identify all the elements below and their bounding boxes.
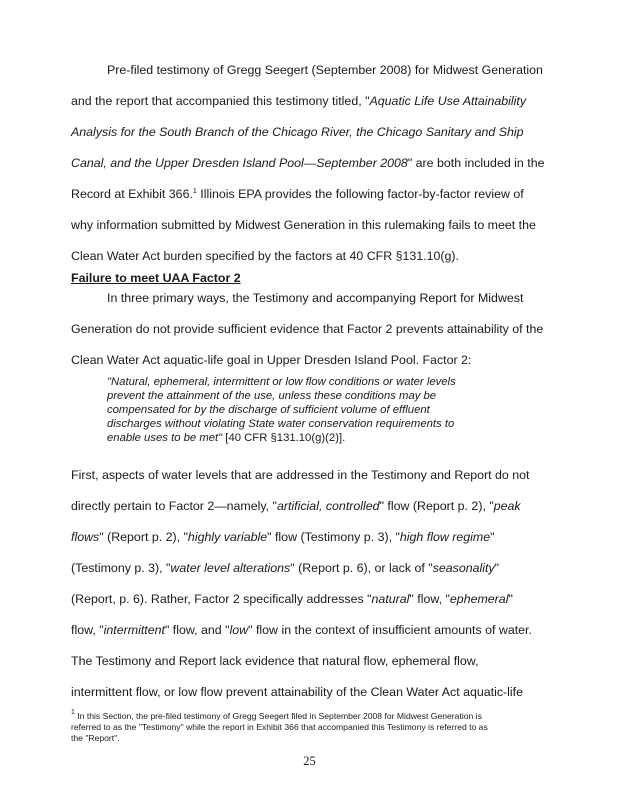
para2-line-2: Generation do not provide sufficient evidence that Factor 2 prevents attainability of the [71,322,544,336]
intro-line-1: Pre-filed testimony of Gregg Seegert (September 2008) for Midwest Generation [107,63,543,77]
quote-line-3: compensated for by the discharge of sufficient volume of effluent [107,404,430,416]
footnote-marker: 1 [71,709,75,716]
para3-line-4: (Testimony p. 3), "water level alterations" (Report p. 6), or lack of "seasonality" [71,561,500,575]
intro-line-7: Clean Water Act burden specified by the factors at 40 CFR §131.10(g). [71,249,459,263]
quote-line-2: prevent the attainment of the use, unless these conditions may be [107,390,437,402]
intro-line-5: Record at Exhibit 366.$^1$ Illinois EPA provides the following factor-by-factor review of [71,187,524,201]
para3-line-5: (Report, p. 6). Rather, Factor 2 specifically addresses "natural" flow, "ephemeral" [71,592,513,606]
intro-line-3: Analysis for the South Branch of the Chicago River, the Chicago Sanitary and Ship [71,125,524,139]
para2-line-3: Clean Water Act aquatic-life goal in Upper Dresden Island Pool. Factor 2: [71,353,472,367]
para3-line-7: The Testimony and Report lack evidence that natural flow, ephemeral flow, [71,654,479,668]
quote-line-5: enable uses to be met" [40 CFR §131.10(g)(2)]. [107,432,346,444]
page-number: 25 [303,754,316,768]
quote-line-4: discharges without violating State water conservation requirements to [107,418,455,430]
para3-line-1: First, aspects of water levels that are addressed in the Testimony and Report do not [71,468,530,482]
intro-line-4: Canal, and the Upper Dresden Island Pool—September 2008" are both included in the [71,156,545,170]
intro-line-2: and the report that accompanied this testimony titled, "Aquatic Life Use Attainability [71,94,527,108]
footnote-line-1: $^1$ In this Section, the pre-filed testimony of Gregg Seegert filed in September 2008 for Midwest Generation is [71,709,482,721]
para3-line-6: flow, "intermittent" flow, and "low" flow in the context of insufficient amounts of water. [71,623,532,637]
para3-line-8: intermittent flow, or low flow prevent attainability of the Clean Water Act aquatic-life [71,685,524,699]
footnote-line-3: the "Report". [71,733,120,743]
section-heading: Failure to meet UAA Factor 2 [71,271,241,285]
footnote-line-2: referred to as the "Testimony" while the report in Exhibit 366 that accompanied this Testimony is referred to as [71,722,488,732]
para3-line-3: flows" (Report p. 2), "highly variable" flow (Testimony p. 3), "high flow regime" [71,530,495,544]
footnote-ref: 1 [192,188,197,195]
quote-line-1: "Natural, ephemeral, intermittent or low flow conditions or water levels [107,376,456,388]
para3-line-2: directly pertain to Factor 2—namely, "artificial, controlled" flow (Report p. 2), "peak [71,499,521,513]
para2-line-1: In three primary ways, the Testimony and accompanying Report for Midwest [107,291,524,305]
intro-line-6: why information submitted by Midwest Generation in this rulemaking fails to meet the [71,218,536,232]
